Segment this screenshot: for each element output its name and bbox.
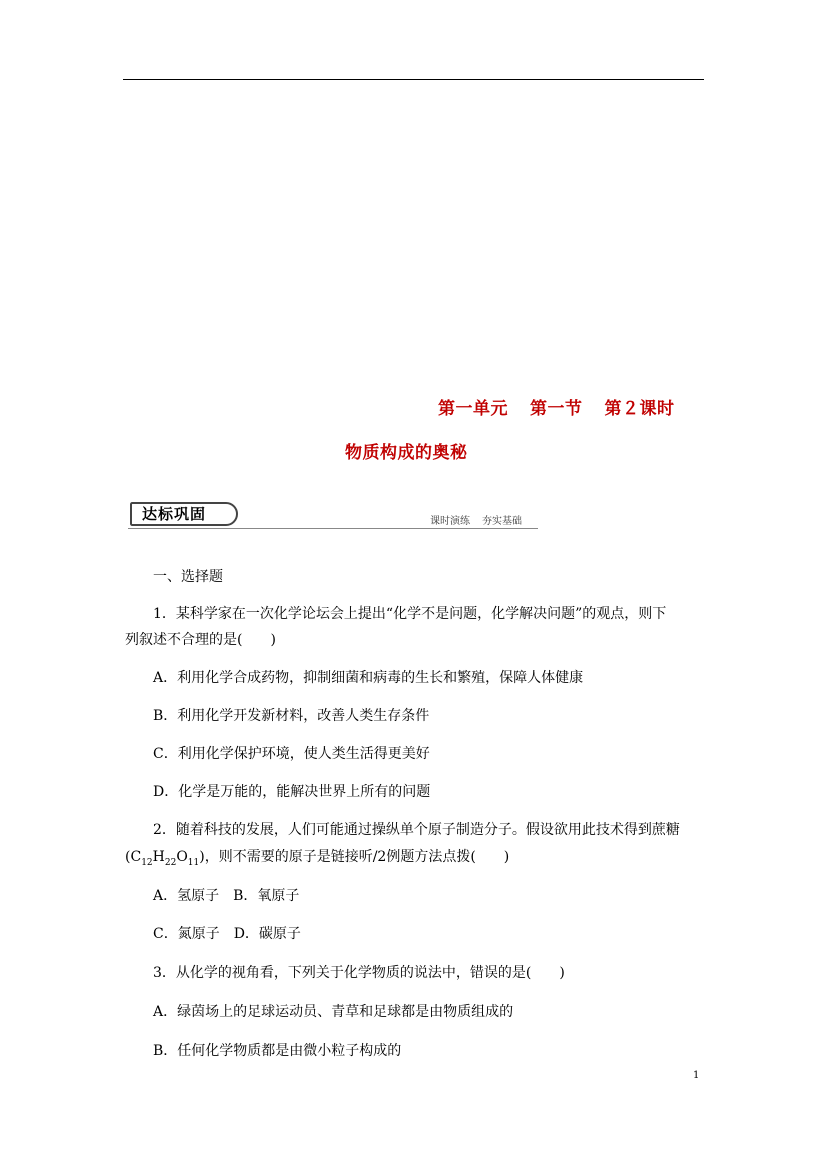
q1-stem-line1: 1．某科学家在一次化学论坛会上提出“化学不是问题，化学解决问题”的观点，则下 <box>153 606 667 622</box>
formula-o: O <box>176 849 188 865</box>
formula-h: H <box>152 849 165 865</box>
q1-option-d: D．化学是万能的，能解决世界上所有的问题 <box>153 784 431 800</box>
q1-option-a: A．利用化学合成药物，抑制细菌和病毒的生长和繁殖，保障人体健康 <box>153 670 584 686</box>
q2-options-ab: A．氢原子 B．氧原子 <box>153 888 300 904</box>
q3-option-a: A．绿茵场上的足球运动员、青草和足球都是由物质组成的 <box>153 1004 514 1020</box>
q1-option-c: C．利用化学保护环境，使人类生活得更美好 <box>153 746 430 762</box>
banner-label: 达标巩固 <box>130 502 238 526</box>
formula-h-sub: 22 <box>164 857 177 868</box>
banner-subtitle <box>430 512 534 527</box>
section-heading: 一、选择题 <box>153 569 223 585</box>
q1-option-b: B．利用化学开发新材料，改善人类生存条件 <box>153 708 430 724</box>
q3-option-b: B．任何化学物质都是由微小粒子构成的 <box>153 1043 402 1059</box>
lesson-subtitle: 物质构成的奥秘 <box>345 443 468 463</box>
section-banner <box>128 502 538 530</box>
banner-underline <box>128 528 538 529</box>
header-rule <box>123 79 704 80</box>
q2-stem-rest: )，则不需要的原子是链接听/2例题方法点拨( ) <box>199 849 510 865</box>
lesson-title <box>438 394 675 419</box>
q2-options-cd: C．氮原子 D．碳原子 <box>153 926 301 942</box>
title-lesson: 第２课时 <box>604 399 675 419</box>
title-unit: 第一单元 <box>438 399 508 419</box>
q1-stem-line2: 列叙述不合理的是( ) <box>125 632 276 648</box>
q2-stem-line1: 2．随着科技的发展，人们可能通过操纵单个原子制造分子。假设欲用此技术得到蔗糖 <box>153 822 680 838</box>
q2-stem-line2 <box>125 846 509 868</box>
q3-stem: 3．从化学的视角看，下列关于化学物质的说法中，错误的是( ) <box>153 965 565 981</box>
page-number: 1 <box>693 1070 700 1081</box>
banner-sub-left: 课时演练 <box>430 516 470 527</box>
formula-open: (C <box>125 849 142 865</box>
formula-o-sub: 11 <box>187 857 200 868</box>
title-section: 第一节 <box>530 399 583 419</box>
formula-c-sub: 12 <box>141 857 153 868</box>
banner-sub-right: 夯实基础 <box>482 516 522 527</box>
